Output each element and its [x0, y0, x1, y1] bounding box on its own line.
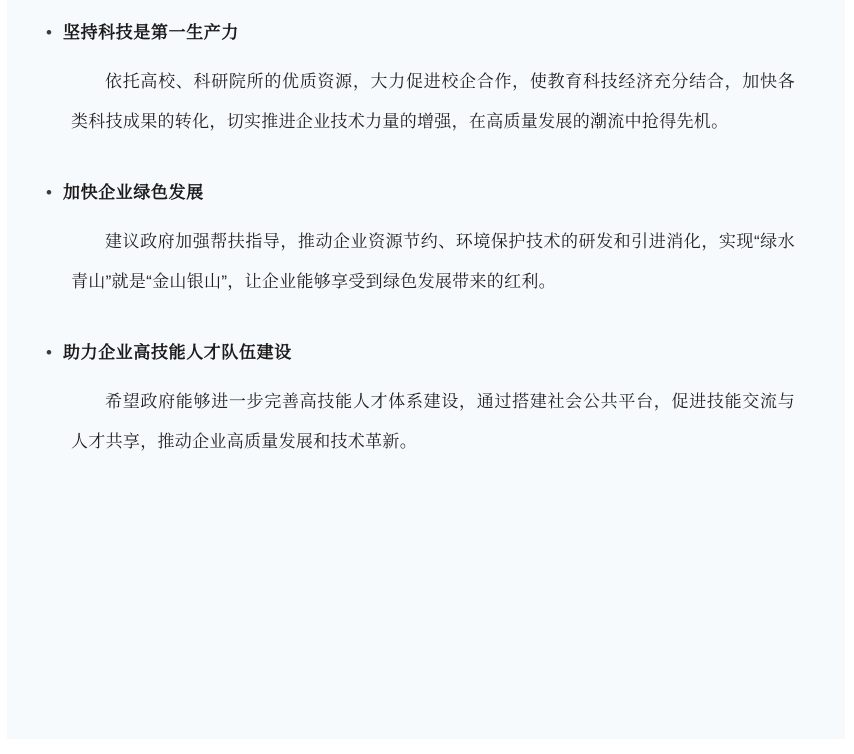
section-heading: [41, 332, 799, 368]
section-heading-text: 加快企业绿色发展: [63, 183, 204, 202]
section-spacer: [41, 148, 799, 172]
document-section: [41, 172, 799, 302]
section-heading-text: 助力企业高技能人才队伍建设: [63, 343, 292, 362]
section-paragraph: 依托高校、科研院所的优质资源，大力促进校企合作，使教育科技经济充分结合，加快各类科技成果的转化，切实推进企业技术力量的增强，在高质量发展的潮流中抢得先机。: [71, 72, 795, 131]
section-heading: [41, 172, 799, 208]
page-left-margin: [0, 0, 7, 754]
bullet-icon: •: [46, 23, 52, 42]
document-section: [41, 12, 799, 142]
page-bottom-inner: [7, 720, 845, 739]
page-bottom-margin: [0, 720, 854, 754]
document-content: [7, 0, 845, 468]
section-paragraph: 建议政府加强帮扶指导，推动企业资源节约、环境保护技术的研发和引进消化，实现“绿水青山”就是“金山银山”，让企业能够享受到绿色发展带来的红利。: [71, 232, 795, 291]
section-heading-text: 坚持科技是第一生产力: [63, 23, 239, 42]
bullet-icon: •: [46, 343, 52, 362]
document-section: [41, 332, 799, 462]
section-spacer: [41, 308, 799, 332]
section-paragraph: 希望政府能够进一步完善高技能人才体系建设，通过搭建社会公共平台，促进技能交流与人才共享，推动企业高质量发展和技术革新。: [71, 392, 795, 451]
bullet-icon: •: [46, 183, 52, 202]
page-right-margin: [845, 0, 854, 754]
section-heading: [41, 12, 799, 48]
